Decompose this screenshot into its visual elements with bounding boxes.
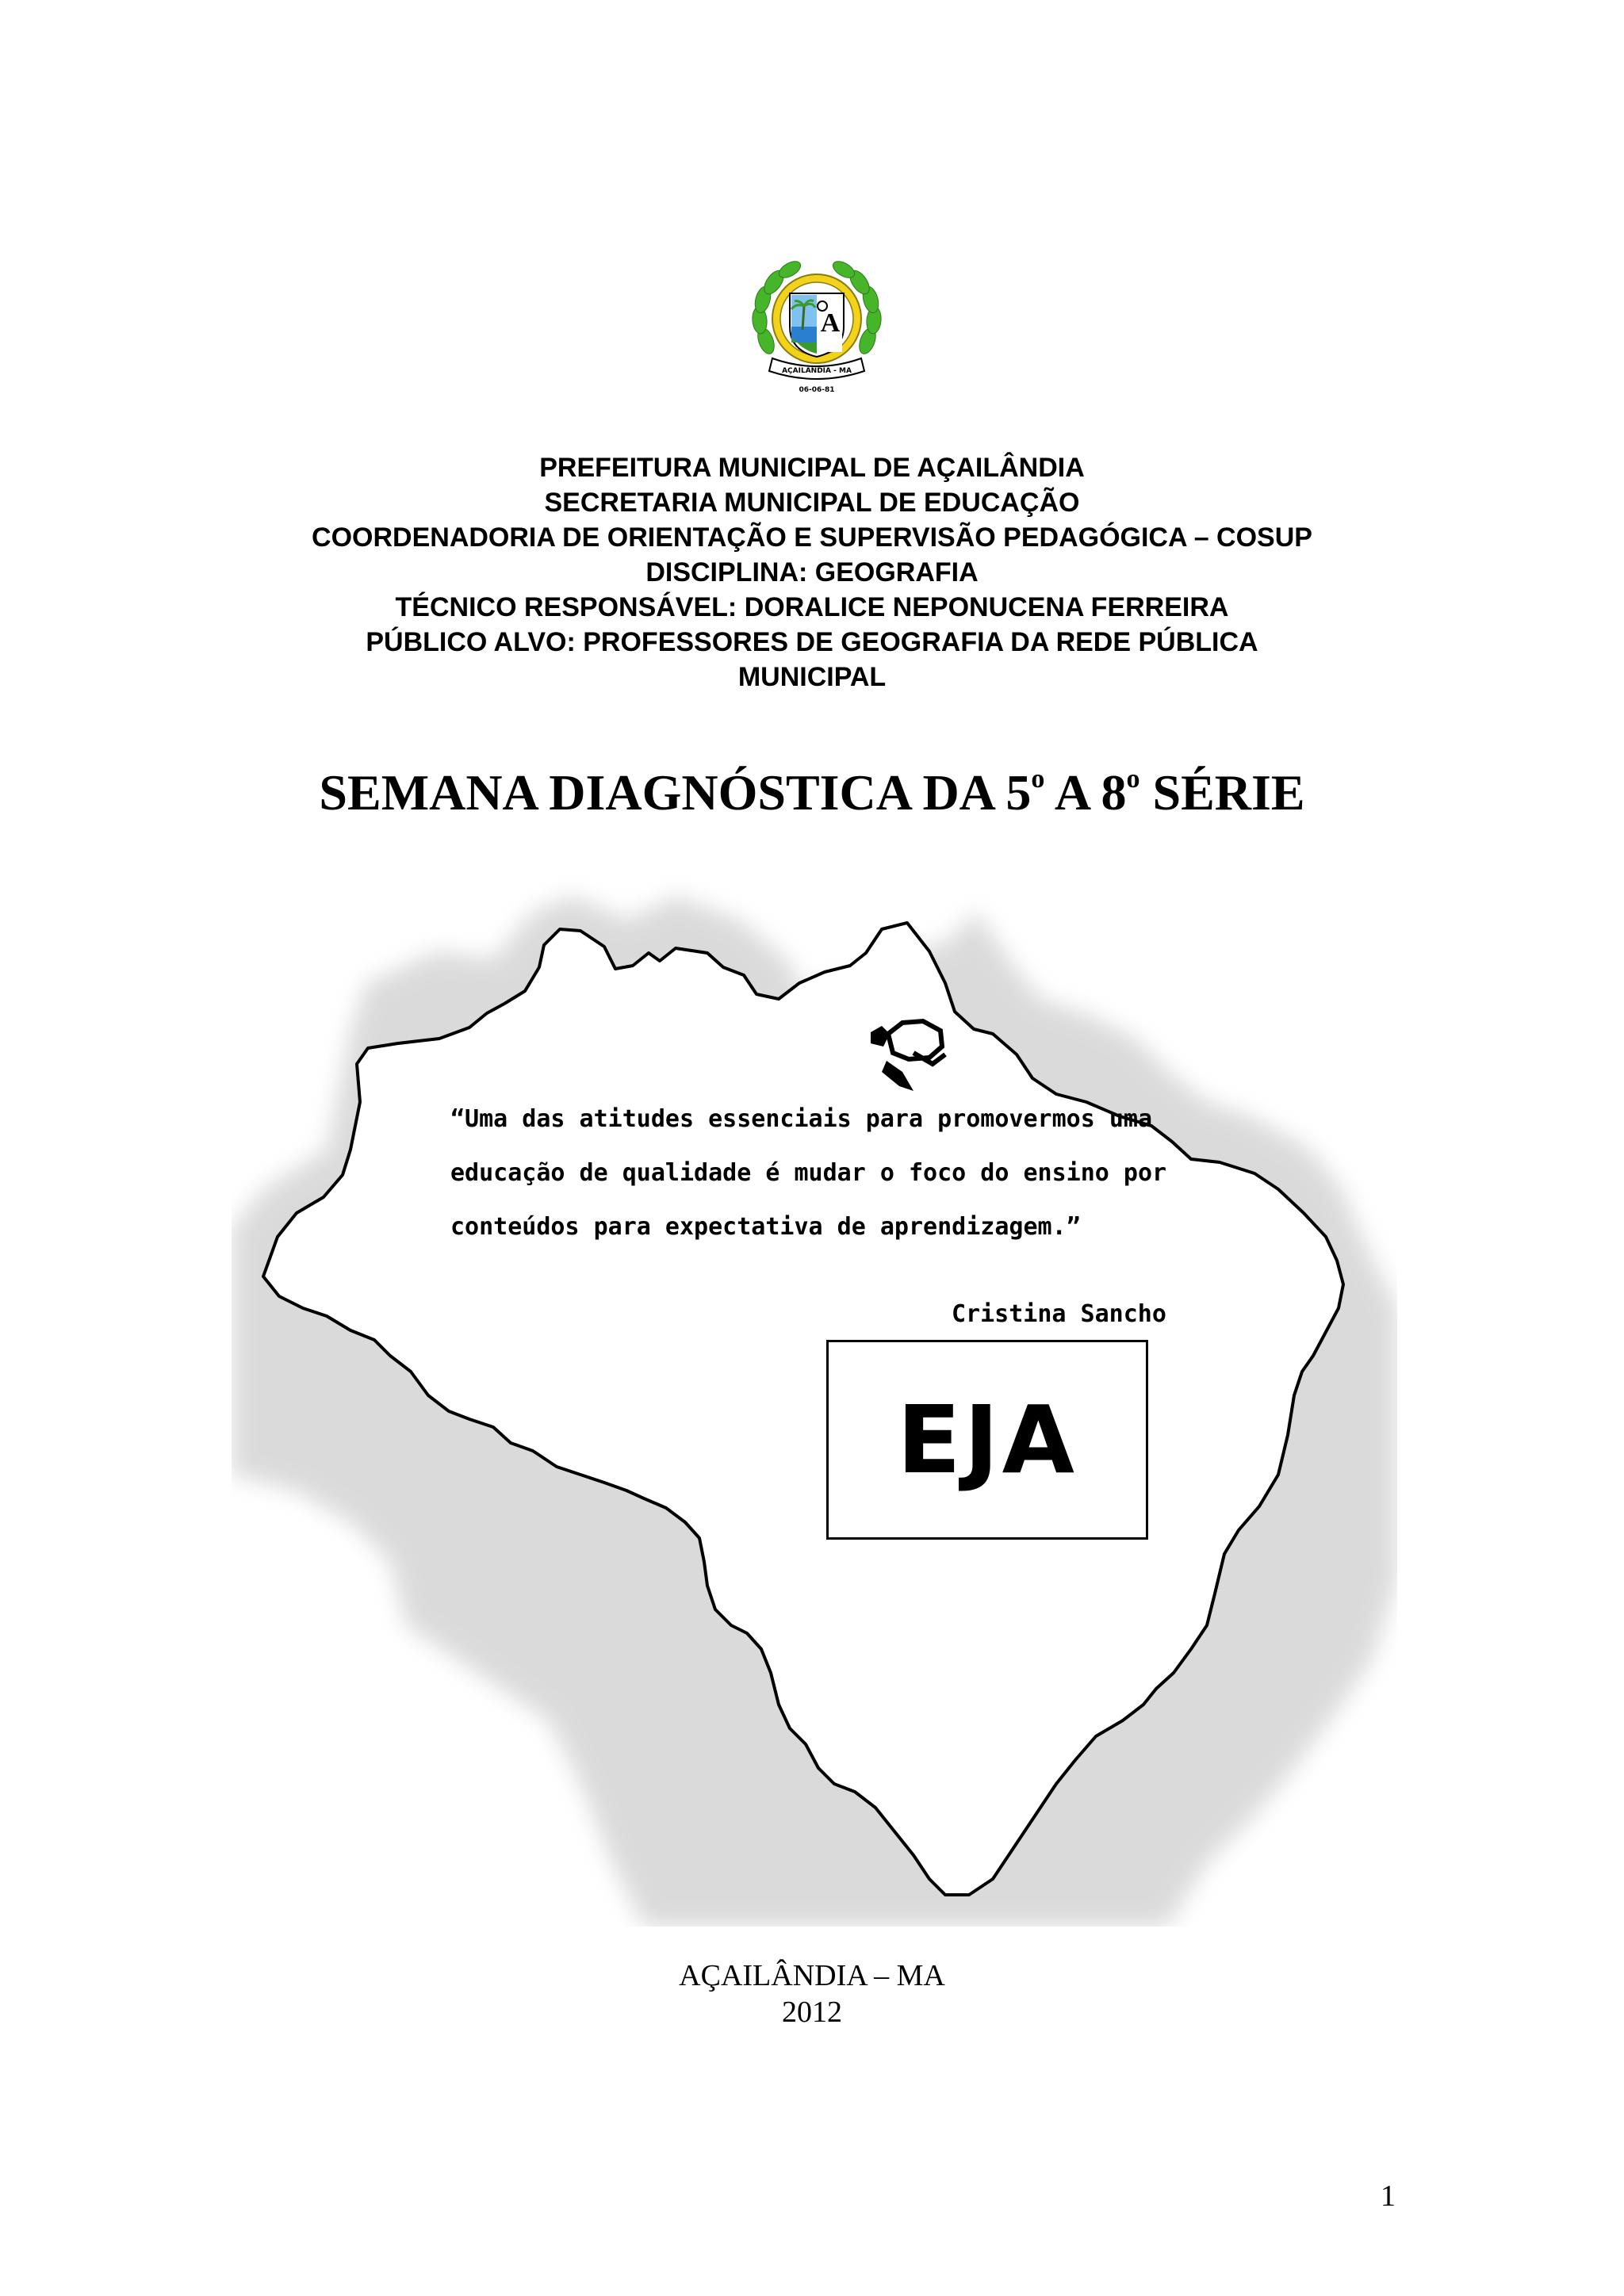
- page-title: [159, 761, 1465, 825]
- header-line-publico-alvo: PÚBLICO ALVO: PROFESSORES DE GEOGRAFIA DA REDE PÚBLICA: [366, 627, 1258, 657]
- quote-line-3: conteúdos para expectativa de aprendizagem.”: [450, 1213, 1081, 1241]
- header-line-coordenadoria: COORDENADORIA DE ORIENTAÇÃO E SUPERVISÃO PEDAGÓGICA – COSUP: [312, 522, 1312, 553]
- eja-label: EJA: [897, 1385, 1078, 1494]
- header-line-disciplina: DISCIPLINA: GEOGRAFIA: [645, 557, 979, 587]
- title-ordinal-1: o: [1031, 764, 1045, 794]
- institution-header: [159, 450, 1465, 695]
- title-part-1: SEMANA DIAGNÓSTICA DA 5: [319, 764, 1032, 821]
- brazil-map-outline: [232, 864, 1397, 1927]
- footer-year: 2012: [782, 1996, 842, 2029]
- quote-line-2: educação de qualidade é mudar o foco do ensino por: [450, 1159, 1167, 1187]
- header-line-secretaria: SECRETARIA MUNICIPAL DE EDUCAÇÃO: [544, 488, 1080, 518]
- page-number: 1: [1381, 2179, 1396, 2213]
- title-part-2: A 8: [1044, 764, 1127, 821]
- coat-of-arms-icon: [745, 254, 888, 396]
- eja-badge: [826, 1340, 1148, 1540]
- header-line-municipal: MUNICIPAL: [737, 662, 887, 692]
- title-part-3: SÉRIE: [1139, 764, 1305, 821]
- title-ordinal-2: o: [1126, 764, 1140, 794]
- header-line-prefeitura: PREFEITURA MUNICIPAL DE AÇAILÂNDIA: [539, 453, 1085, 483]
- seal-text: AÇAILÂNDIA - MA: [782, 367, 852, 375]
- municipal-seal-logo: [745, 254, 888, 396]
- seal-date: 06-06-81: [799, 386, 835, 394]
- header-line-tecnico: TÉCNICO RESPONSÁVEL: DORALICE NEPONUCENA FERREIRA: [395, 592, 1229, 622]
- quote-author: Cristina Sancho: [952, 1300, 1166, 1328]
- svg-text:A: A: [820, 308, 841, 338]
- footer-place: AÇAILÂNDIA – MA: [679, 1959, 945, 1992]
- quote-line-1: “Uma das atitudes essenciais para promovermos uma: [450, 1105, 1153, 1133]
- brazil-map-icon: [232, 864, 1397, 1927]
